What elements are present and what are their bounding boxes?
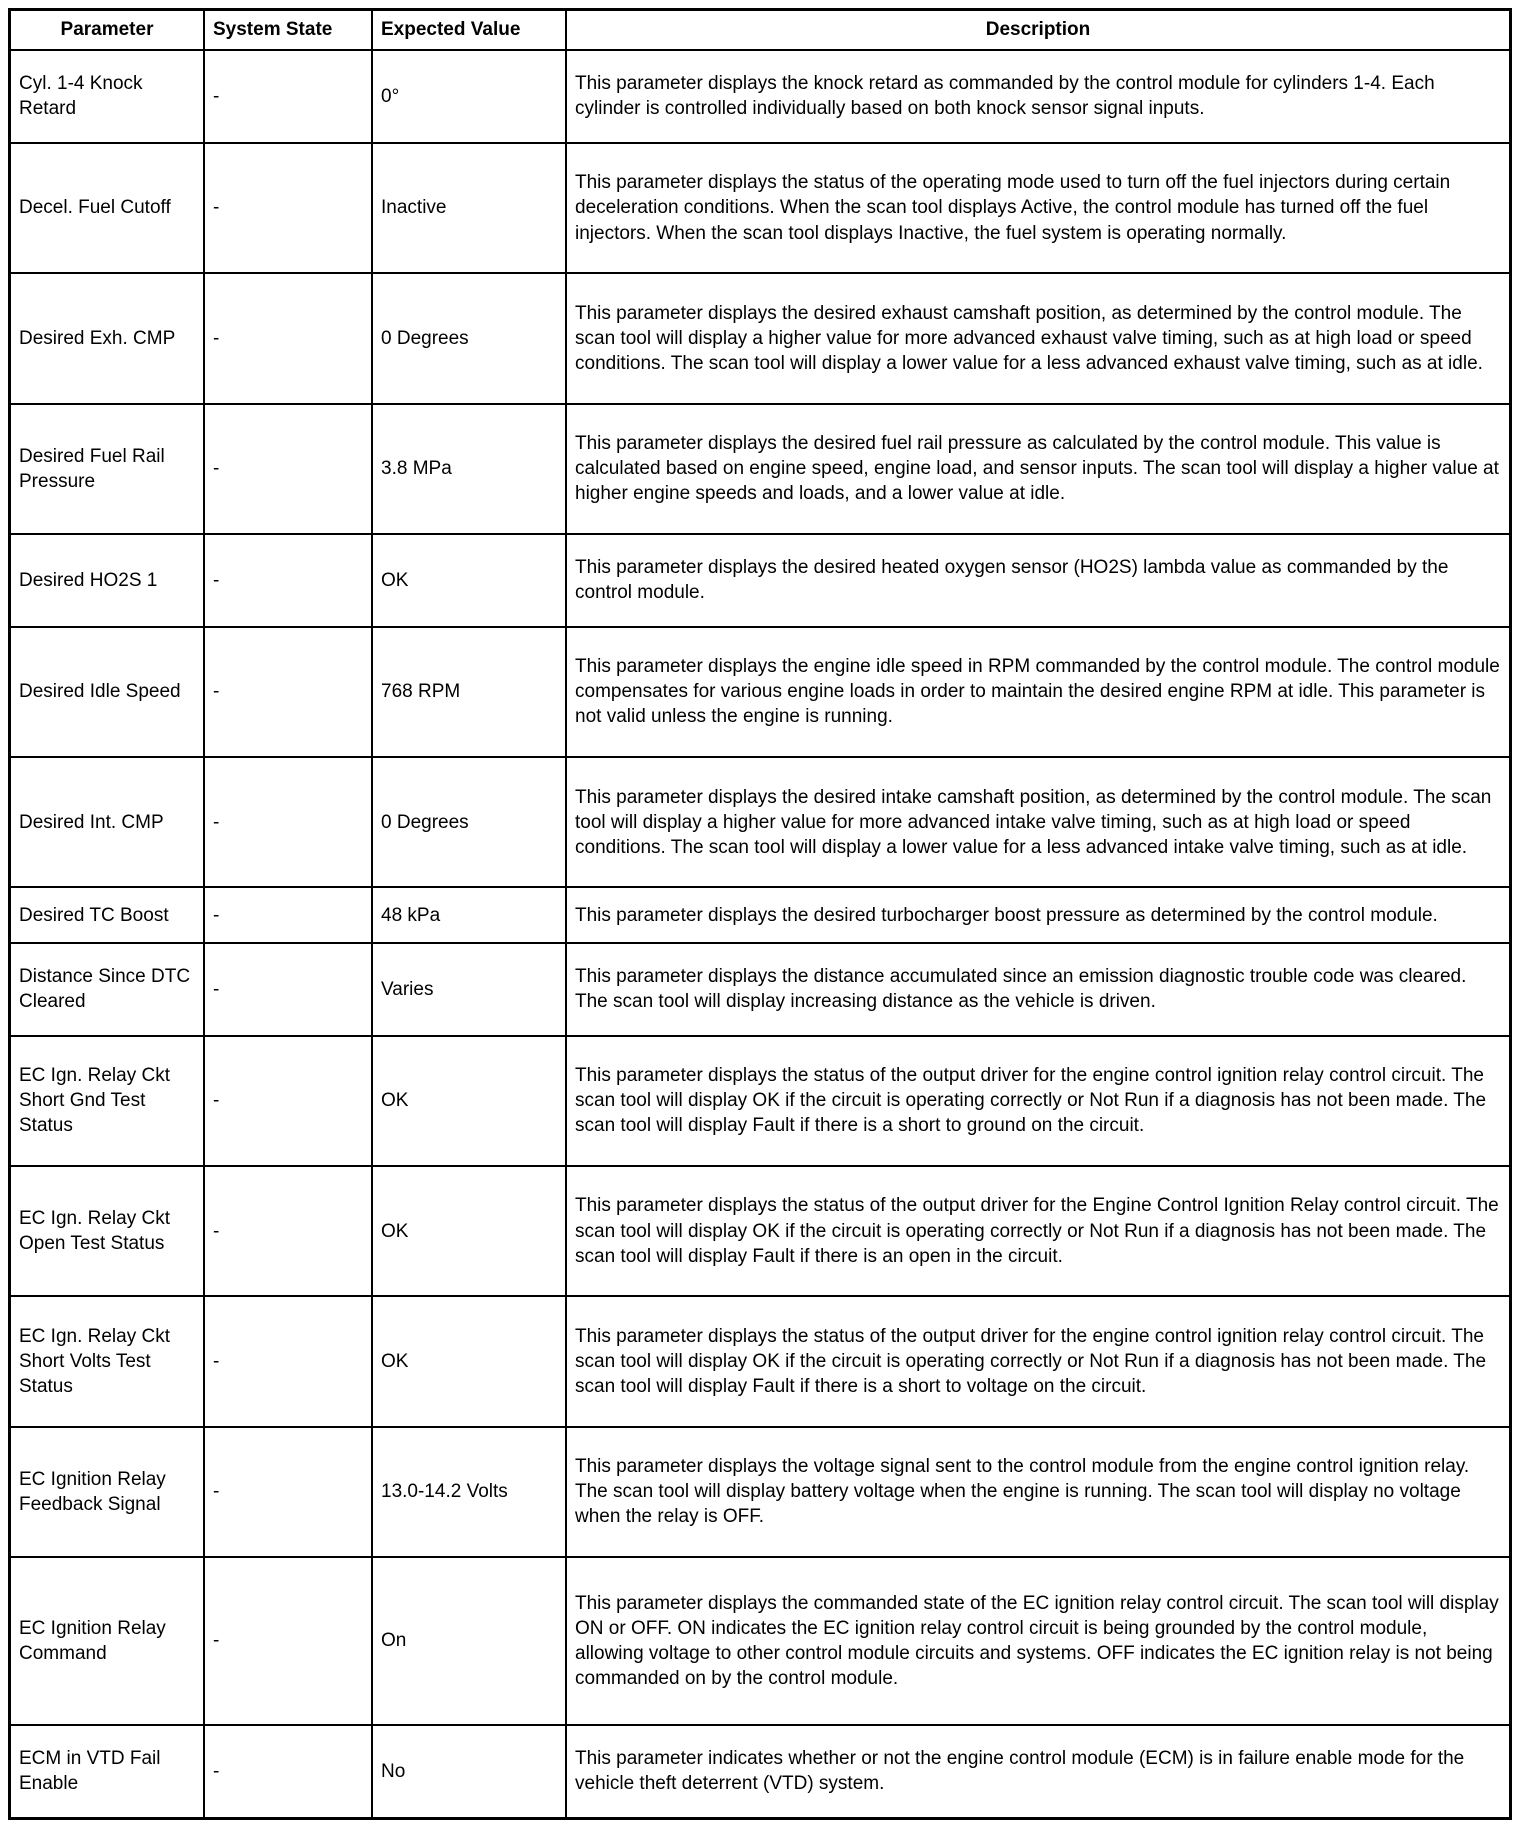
parameter-cell: Desired TC Boost [10,887,205,942]
table-row [10,404,1511,534]
expected-value-cell: Varies [372,943,566,1036]
expected-value-cell: OK [372,1296,566,1426]
system-state-cell: - [204,943,372,1036]
table-row [10,1166,1511,1296]
description-cell: This parameter displays the distance accumulated since an emission diagnostic trouble code was cleared. The scan tool will display increasing distance as the vehicle is driven. [566,943,1511,1036]
description-cell: This parameter displays the desired heated oxygen sensor (HO2S) lambda value as commanded by the control module. [566,534,1511,627]
table-row [10,50,1511,143]
table-row [10,757,1511,887]
table-row [10,1036,1511,1166]
table-row [10,1557,1511,1725]
description-cell: This parameter displays the desired fuel rail pressure as calculated by the control module. This value is calculated based on engine speed, engine load, and sensor inputs. The scan tool will display a higher value at higher engine speeds and loads, and a lower value at idle. [566,404,1511,534]
description-cell: This parameter displays the desired intake camshaft position, as determined by the control module. The scan tool will display a higher value for more advanced intake valve timing, such as at high load or speed conditions. The scan tool will display a lower value for a less advanced intake valve timing, such as at idle. [566,757,1511,887]
table-row [10,534,1511,627]
parameter-cell: EC Ign. Relay Ckt Short Gnd Test Status [10,1036,205,1166]
expected-value-cell: OK [372,1036,566,1166]
system-state-cell: - [204,1427,372,1557]
system-state-cell: - [204,273,372,403]
expected-value-cell: 13.0-14.2 Volts [372,1427,566,1557]
expected-value-cell: 3.8 MPa [372,404,566,534]
parameter-cell: Desired Idle Speed [10,627,205,757]
parameter-table [8,8,1512,1820]
description-cell: This parameter displays the engine idle speed in RPM commanded by the control module. The control module compensates for various engine loads in order to maintain the desired engine RPM at idle. This parameter is not valid unless the engine is running. [566,627,1511,757]
parameter-cell: Desired Int. CMP [10,757,205,887]
system-state-cell: - [204,534,372,627]
parameter-cell: Desired Fuel Rail Pressure [10,404,205,534]
header-description: Description [566,10,1511,51]
description-cell: This parameter displays the status of the output driver for the engine control ignition relay control circuit. The scan tool will display OK if the circuit is operating correctly or Not Run if a diagnosis has not been made. The scan tool will display Fault if there is a short to voltage on the circuit. [566,1296,1511,1426]
table-row [10,143,1511,273]
description-cell: This parameter displays the desired exhaust camshaft position, as determined by the control module. The scan tool will display a higher value for more advanced exhaust valve timing, such as at high load or speed conditions. The scan tool will display a lower value for a less advanced exhaust valve timing, such as at idle. [566,273,1511,403]
description-cell: This parameter displays the voltage signal sent to the control module from the engine control ignition relay. The scan tool will display battery voltage when the engine is running. The scan tool will display no voltage when the relay is OFF. [566,1427,1511,1557]
expected-value-cell: OK [372,1166,566,1296]
system-state-cell: - [204,1166,372,1296]
description-cell: This parameter indicates whether or not the engine control module (ECM) is in failure enable mode for the vehicle theft deterrent (VTD) system. [566,1725,1511,1819]
header-row [10,10,1511,51]
system-state-cell: - [204,1036,372,1166]
table-body [10,50,1511,1819]
table-row [10,1725,1511,1819]
system-state-cell: - [204,627,372,757]
system-state-cell: - [204,1296,372,1426]
expected-value-cell: 0 Degrees [372,273,566,403]
expected-value-cell: 0 Degrees [372,757,566,887]
expected-value-cell: No [372,1725,566,1819]
description-cell: This parameter displays the status of the operating mode used to turn off the fuel injectors during certain deceleration conditions. When the scan tool displays Active, the control module has turned off the fuel injectors. When the scan tool displays Inactive, the fuel system is operating normally. [566,143,1511,273]
table-row [10,273,1511,403]
parameter-cell: Desired HO2S 1 [10,534,205,627]
description-cell: This parameter displays the status of the output driver for the engine control ignition relay control circuit. The scan tool will display OK if the circuit is operating correctly or Not Run if a diagnosis has not been made. The scan tool will display Fault if there is a short to ground on the circuit. [566,1036,1511,1166]
parameter-cell: Desired Exh. CMP [10,273,205,403]
system-state-cell: - [204,1725,372,1819]
system-state-cell: - [204,887,372,942]
parameter-cell: Cyl. 1-4 Knock Retard [10,50,205,143]
system-state-cell: - [204,1557,372,1725]
expected-value-cell: 768 RPM [372,627,566,757]
description-cell: This parameter displays the knock retard as commanded by the control module for cylinders 1-4. Each cylinder is controlled individually based on both knock sensor signal inputs. [566,50,1511,143]
parameter-cell: EC Ign. Relay Ckt Open Test Status [10,1166,205,1296]
system-state-cell: - [204,404,372,534]
parameter-cell: EC Ign. Relay Ckt Short Volts Test Status [10,1296,205,1426]
description-cell: This parameter displays the commanded state of the EC ignition relay control circuit. The scan tool will display ON or OFF. ON indicates the EC ignition relay control circuit is being grounded by the control module, allowing voltage to other control module circuits and systems. OFF indicates the EC ignition relay is not being commanded on by the control module. [566,1557,1511,1725]
description-cell: This parameter displays the status of the output driver for the Engine Control Ignition Relay control circuit. The scan tool will display OK if the circuit is operating correctly or Not Run if a diagnosis has not been made. The scan tool will display Fault if there is an open in the circuit. [566,1166,1511,1296]
table-row [10,627,1511,757]
system-state-cell: - [204,50,372,143]
description-cell: This parameter displays the desired turbocharger boost pressure as determined by the control module. [566,887,1511,942]
expected-value-cell: Inactive [372,143,566,273]
parameter-cell: ECM in VTD Fail Enable [10,1725,205,1819]
parameter-cell: EC Ignition Relay Feedback Signal [10,1427,205,1557]
expected-value-cell: 0° [372,50,566,143]
parameter-cell: EC Ignition Relay Command [10,1557,205,1725]
expected-value-cell: 48 kPa [372,887,566,942]
table-header [10,10,1511,51]
header-parameter: Parameter [10,10,205,51]
table-row [10,887,1511,942]
system-state-cell: - [204,757,372,887]
table-row [10,1296,1511,1426]
expected-value-cell: On [372,1557,566,1725]
header-system-state: System State [204,10,372,51]
parameter-cell: Decel. Fuel Cutoff [10,143,205,273]
table-row [10,1427,1511,1557]
parameter-cell: Distance Since DTC Cleared [10,943,205,1036]
expected-value-cell: OK [372,534,566,627]
header-expected-value: Expected Value [372,10,566,51]
table-row [10,943,1511,1036]
system-state-cell: - [204,143,372,273]
